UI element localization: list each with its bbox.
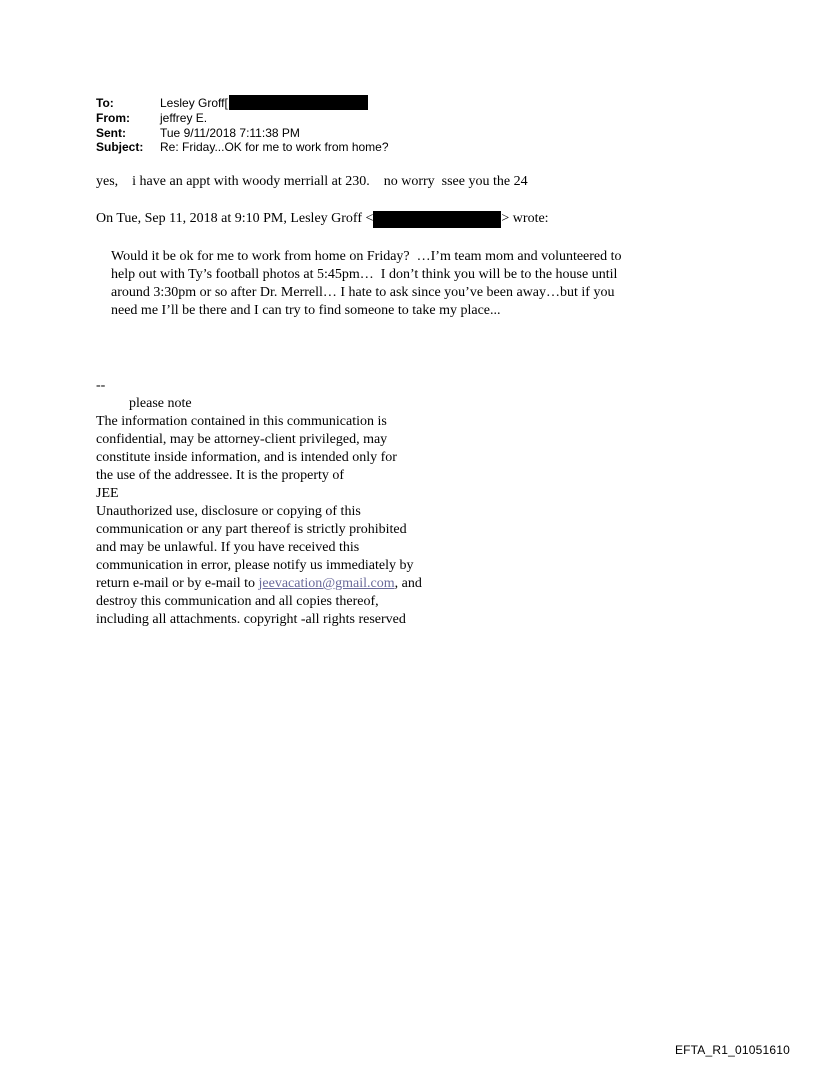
email-link[interactable]: jeevacation@gmail.com — [258, 576, 395, 591]
header-to-row — [96, 96, 389, 111]
to-name: Lesley Groff[ — [160, 96, 228, 110]
return-prefix: return e-mail or by e-mail to — [96, 576, 259, 591]
sent-label: Sent: — [96, 125, 126, 140]
subject-value: Re: Friday...OK for me to work from home? — [160, 140, 389, 154]
sent-value: Tue 9/11/2018 7:11:38 PM — [160, 125, 300, 140]
from-label: From: — [96, 111, 130, 125]
redaction-box — [373, 211, 501, 228]
disclaimer-line — [96, 575, 516, 593]
attribution-suffix: > wrote: — [501, 211, 549, 226]
signature-note: please note — [129, 396, 192, 411]
disclaimer-line: The information contained in this communication is — [96, 414, 387, 429]
quoted-line: around 3:30pm or so after Dr. Merrell… I hate to ask since you’ve been away…but if you — [111, 285, 615, 300]
disclaimer-line: the use of the addressee. It is the property of — [96, 468, 345, 483]
disclaimer-line: communication in error, please notify us immediately by — [96, 558, 414, 573]
signature-block — [96, 377, 516, 629]
to-label: To: — [96, 96, 114, 110]
disclaimer-line: and may be unlawful. If you have received this — [96, 540, 360, 555]
quoted-message — [111, 248, 711, 320]
from-value: jeffrey E. — [160, 111, 208, 125]
signature-dashes: -- — [96, 378, 106, 393]
quoted-line: Would it be ok for me to work from home on Friday? …I’m team mom and volunteered to — [111, 249, 622, 264]
disclaimer-line: including all attachments. copyright -all rights reserved — [96, 612, 406, 627]
attribution-prefix: On Tue, Sep 11, 2018 at 9:10 PM, Lesley Groff < — [96, 211, 374, 226]
email-header — [96, 96, 389, 155]
quote-attribution — [96, 210, 549, 228]
disclaimer-line: Unauthorized use, disclosure or copying of this — [96, 504, 361, 519]
quoted-line: need me I’ll be there and I can try to find someone to take my place... — [111, 303, 501, 318]
document-id: EFTA_R1_01051610 — [674, 1043, 790, 1057]
return-suffix: , and — [394, 576, 422, 591]
header-from-row — [96, 111, 389, 126]
disclaimer-line: communication or any part thereof is strictly prohibited — [96, 522, 407, 537]
quoted-line: help out with Ty’s football photos at 5:45pm… I don’t think you will be to the house until — [111, 267, 618, 282]
disclaimer-line: confidential, may be attorney-client privileged, may — [96, 432, 388, 447]
subject-label: Subject: — [96, 140, 144, 154]
disclaimer-line: JEE — [96, 486, 119, 501]
to-value — [160, 96, 368, 111]
disclaimer-line: destroy this communication and all copies thereof, — [96, 594, 379, 609]
header-subject-row — [96, 140, 389, 155]
reply-text: yes, i have an appt with woody merriall at 230. no worry ssee you the 24 — [96, 174, 528, 189]
header-sent-row — [96, 126, 389, 141]
redaction-box — [229, 95, 368, 110]
disclaimer-line: constitute inside information, and is intended only for — [96, 450, 397, 465]
